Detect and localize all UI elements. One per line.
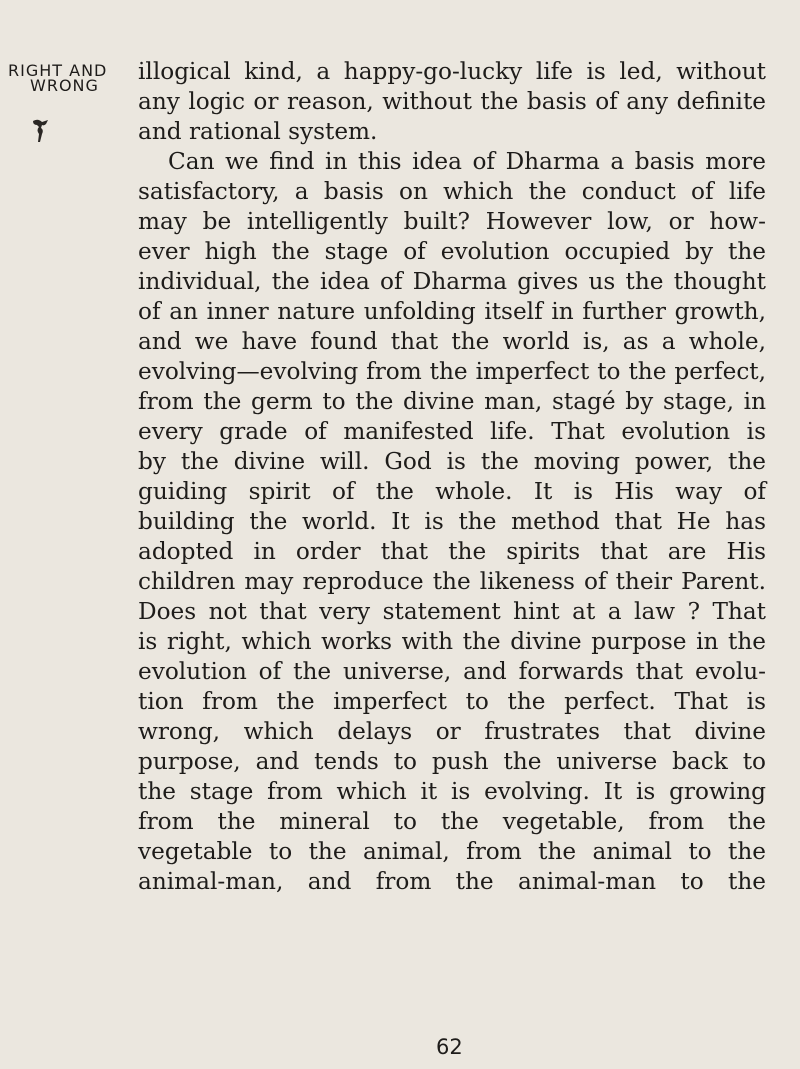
text-line: wrong, which delays or frustrates that divine [138, 718, 766, 745]
running-head-line-1: RIGHT AND [8, 61, 108, 80]
text-line: tion from the imperfect to the perfect. That is [138, 688, 766, 715]
text-line: any logic or reason, without the basis of any definite [138, 88, 766, 115]
text-line: every grade of manifested life. That evolution is [138, 418, 766, 445]
text-line: purpose, and tends to push the universe back to [138, 748, 766, 775]
text-line: guiding spirit of the whole. It is His way of [138, 478, 766, 505]
text-line: is right, which works with the divine purpose in the [138, 628, 766, 655]
text-line: may be intelligently built? However low, or how- [138, 208, 766, 235]
page-number: 62 [436, 1035, 463, 1059]
text-line: evolution of the universe, and forwards that evolu- [138, 658, 766, 685]
text-line: evolving—evolving from the imperfect to the perfect, [138, 358, 766, 385]
text-line: and rational system. [138, 118, 378, 145]
hand-ornament-icon [30, 118, 52, 144]
text-line: satisfactory, a basis on which the conduct of life [138, 178, 766, 205]
text-line: and we have found that the world is, as a whole, [138, 328, 766, 355]
text-line: of an inner nature unfolding itself in further growth, [138, 298, 766, 325]
text-line: children may reproduce the likeness of their Parent. [138, 568, 766, 595]
body-text [138, 57, 766, 897]
text-line: individual, the idea of Dharma gives us the thought [138, 268, 766, 295]
running-head [8, 62, 132, 95]
text-line: Can we find in this idea of Dharma a basis more [168, 148, 766, 175]
text-line: ever high the stage of evolution occupied by the [138, 238, 766, 265]
text-line: building the world. It is the method that He has [138, 508, 766, 535]
text-line: adopted in order that the spirits that are His [138, 538, 766, 565]
text-line: illogical kind, a happy-go-lucky life is led, without [138, 58, 766, 85]
text-line: Does not that very statement hint at a law ? That [138, 598, 766, 625]
text-line: vegetable to the animal, from the animal to the [138, 838, 766, 865]
text-line: by the divine will. God is the moving power, the [138, 448, 766, 475]
text-line: animal-man, and from the animal-man to the [138, 868, 766, 895]
running-head-line-2: WRONG [30, 76, 99, 95]
text-line: the stage from which it is evolving. It is growing [138, 778, 766, 805]
text-line: from the germ to the divine man, stagé by stage, in [138, 388, 766, 415]
text-line: from the mineral to the vegetable, from the [138, 808, 766, 835]
